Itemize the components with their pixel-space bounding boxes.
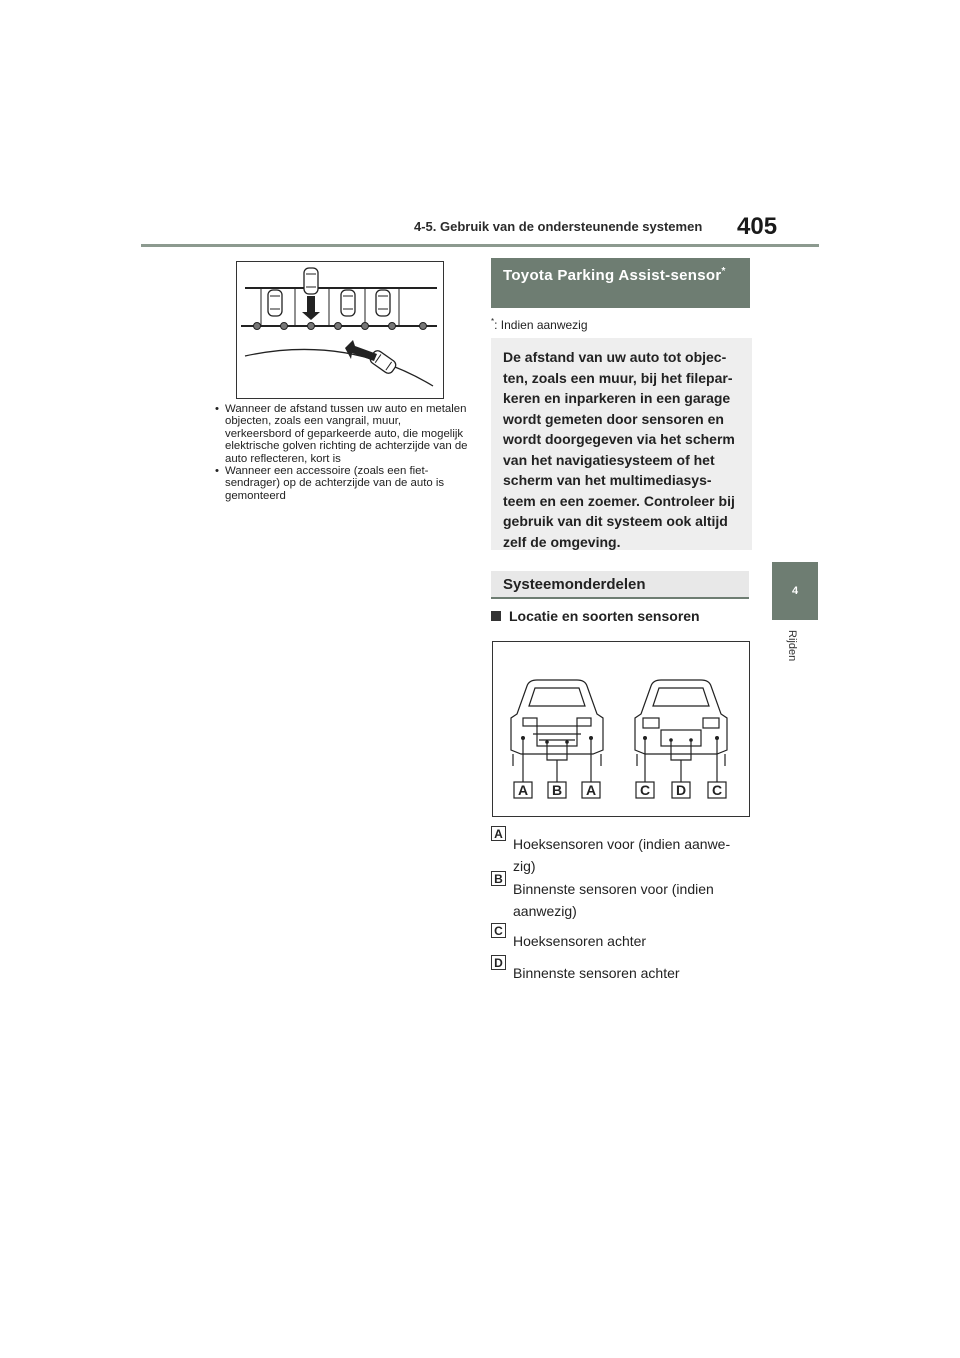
legend-key: D <box>491 955 506 970</box>
section-heading <box>491 258 750 308</box>
chapter-number: 4 <box>791 585 799 597</box>
figure-label: C <box>639 782 651 798</box>
chapter-label: Rijden <box>786 630 798 662</box>
condition-item: • Wanneer een accessoire (zoals een fiet-sendrager) op de achterzijde van de auto is gemonteerd <box>212 465 468 502</box>
legend-text: Hoeksensoren achter <box>513 933 647 949</box>
condition-item: • Wanneer de afstand tussen uw auto en metalen objecten, zoals een vangrail, muur, verkeersbord of geparkeerde auto, die mogelijk elektrische golven richting de achterzijde van de auto reflecteren, kort is <box>212 403 468 465</box>
legend-text: Hoeksensoren voor (indien aanwe-zig) <box>513 836 731 874</box>
figure-label: D <box>675 782 687 798</box>
legend-key: B <box>491 871 506 886</box>
figure-label: A <box>585 782 597 798</box>
sensor-location-illustration <box>492 641 750 817</box>
chapter-tab <box>772 562 818 620</box>
sub-heading-text: Locatie en soorten sensoren <box>509 608 700 624</box>
section-title: 4-5. Gebruik van de ondersteunende systemen <box>414 219 703 234</box>
footnote-text: : Indien aanwezig <box>494 318 588 332</box>
figure-label: C <box>711 782 723 798</box>
footnote-mark: * <box>491 317 495 326</box>
legend-key: C <box>491 923 506 938</box>
legend-text: Binnenste sensoren achter <box>513 965 680 981</box>
sub-heading <box>491 608 700 624</box>
intro-summary: De afstand van uw auto tot objec-ten, zoals een muur, bij het filepar-keren en inparkeren in een garage wordt gemeten door sensoren en wordt doorgegeven via het scherm van het navigatiesysteem of het scherm van het multimediasys-teem en een zoemer. Controleer bij gebruik van dit systeem ook altijd zelf de omgeving. <box>491 338 752 550</box>
section-heading-text: Toyota Parking Assist-sensor <box>503 267 722 284</box>
parking-illustration <box>236 261 444 399</box>
title-footnote-mark: * <box>721 266 726 277</box>
legend-text: Binnenste sensoren voor (indien aanwezig) <box>513 881 714 919</box>
figure-label: A <box>517 782 529 798</box>
conditions-list <box>212 403 468 502</box>
square-bullet-icon <box>491 611 501 621</box>
header-rule <box>141 244 819 247</box>
components-heading: Systeemonderdelen <box>491 571 749 599</box>
page-number: 405 <box>737 213 778 240</box>
legend-key: A <box>491 826 506 841</box>
footnote <box>491 317 588 332</box>
figure-label: B <box>551 782 563 798</box>
